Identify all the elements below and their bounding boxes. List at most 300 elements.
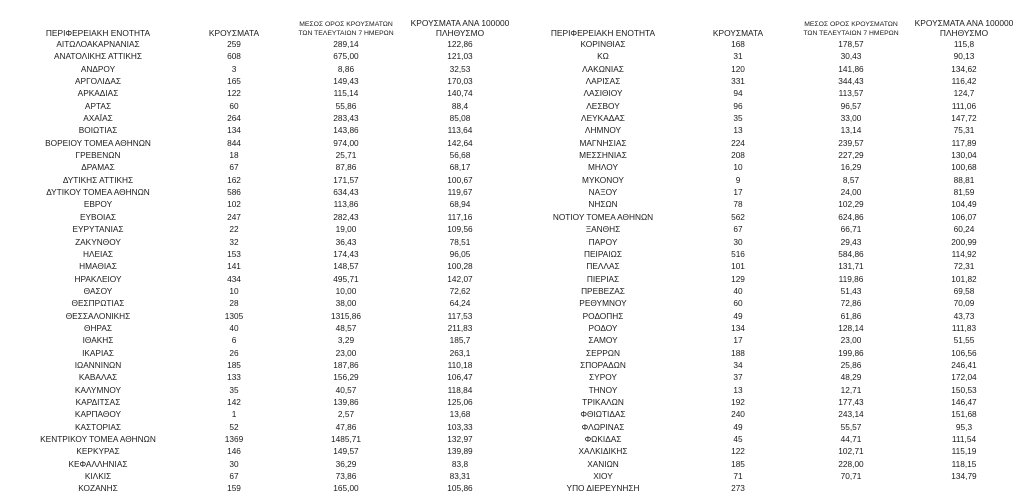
per-100k-cell: 110,18 xyxy=(447,359,473,370)
region-cell: ΔΥΤΙΚΟΥ ΤΟΜΕΑ ΑΘΗΝΩΝ xyxy=(46,187,150,198)
cases-cell: 9 xyxy=(735,174,741,185)
avg-cell: 72,86 xyxy=(840,298,862,309)
table-row xyxy=(518,174,1014,186)
per-100k-cell: 116,42 xyxy=(951,76,977,87)
table-row xyxy=(518,297,1014,309)
cases-cell: 264 xyxy=(227,113,241,124)
region-cell: ΛΑΣΙΘΙΟΥ xyxy=(583,88,623,99)
table-row xyxy=(518,75,1014,87)
per-100k-cell: 95,3 xyxy=(955,421,973,432)
table-row xyxy=(518,285,1014,297)
avg-cell: 8,57 xyxy=(842,174,860,185)
region-cell: ΝΑΞΟΥ xyxy=(588,187,618,198)
per-100k-cell: 78,51 xyxy=(449,236,471,247)
per-100k-cell: 130,04 xyxy=(951,150,977,161)
table-row xyxy=(10,75,510,87)
cases-cell: 562 xyxy=(731,211,745,222)
cases-cell: 162 xyxy=(227,174,241,185)
table-row xyxy=(10,433,510,445)
region-cell: ΑΝΔΡΟΥ xyxy=(80,63,116,74)
cases-cell: 188 xyxy=(731,347,745,358)
cases-cell: 60 xyxy=(229,100,239,111)
table-row xyxy=(518,211,1014,223)
region-cell: ΘΕΣΠΡΩΤΙΑΣ xyxy=(71,298,125,309)
table-row xyxy=(10,445,510,457)
per-100k-cell: 43,73 xyxy=(953,310,975,321)
cases-cell: 30 xyxy=(229,458,239,469)
table-row xyxy=(10,421,510,433)
region-cell: ΒΟΙΩΤΙΑΣ xyxy=(78,125,118,136)
table-row xyxy=(10,38,510,50)
avg-cell: 675,00 xyxy=(333,51,359,62)
region-cell: ΚΟΡΙΝΘΙΑΣ xyxy=(580,39,626,49)
table-row xyxy=(10,310,510,322)
avg-cell: 70,71 xyxy=(840,471,862,482)
cases-cell: 165 xyxy=(227,76,241,87)
cases-cell: 134 xyxy=(227,125,241,136)
table-row xyxy=(518,248,1014,260)
region-header: ΠΕΡΙΦΕΡΕΙΑΚΗ ΕΝΟΤΗΤΑ xyxy=(45,28,151,38)
region-cell: ΚΙΛΚΙΣ xyxy=(84,471,112,482)
region-cell: ΗΡΑΚΛΕΙΟΥ xyxy=(74,273,122,284)
left-table-body xyxy=(10,38,510,495)
cases-cell: 35 xyxy=(733,113,743,124)
avg-cell: 119,86 xyxy=(838,273,864,284)
cases-cell: 159 xyxy=(227,483,241,494)
region-cell: ΕΥΡΥΤΑΝΙΑΣ xyxy=(72,224,124,235)
per-100k-cell: 106,47 xyxy=(447,372,473,383)
cases-cell: 129 xyxy=(731,273,745,284)
table-row xyxy=(10,273,510,285)
cases-cell: 153 xyxy=(227,248,241,259)
avg-cell: 178,57 xyxy=(838,39,864,49)
per-100k-cell: 105,86 xyxy=(447,483,473,494)
avg-cell: 12,71 xyxy=(840,384,862,395)
table-row xyxy=(518,408,1014,420)
region-cell: ΠΕΙΡΑΙΩΣ xyxy=(584,248,622,259)
per-100k-cell: 72,62 xyxy=(449,285,471,296)
cases-cell: 10 xyxy=(733,162,743,173)
region-cell: ΚΩ xyxy=(597,51,609,62)
per-100k-cell: 85,08 xyxy=(449,113,471,124)
avg-cell: 8,86 xyxy=(337,63,355,74)
table-row xyxy=(518,260,1014,272)
region-cell: ΣΕΡΡΩΝ xyxy=(586,347,620,358)
per-100k-cell: 106,07 xyxy=(951,211,977,222)
table-row xyxy=(10,371,510,383)
table-row xyxy=(518,470,1014,482)
table-row xyxy=(10,149,510,161)
region-cell: ΡΕΘΥΜΝΟΥ xyxy=(579,298,627,309)
per-100k-cell: 151,68 xyxy=(951,409,977,420)
per-100k-cell: 111,06 xyxy=(951,100,977,111)
right-table-body xyxy=(518,38,1014,495)
region-cell: ΚΑΣΤΟΡΙΑΣ xyxy=(74,421,122,432)
avg-cell: 139,86 xyxy=(333,396,359,407)
region-cell: ΑΙΤΩΛΟΑΚΑΡΝΑΝΙΑΣ xyxy=(56,39,140,49)
avg-cell: 23,00 xyxy=(840,335,862,346)
per-100k-cell: 140,74 xyxy=(447,88,473,99)
table-row xyxy=(10,137,510,149)
cases-cell: 3 xyxy=(231,63,237,74)
avg-cell xyxy=(788,482,914,494)
table-row xyxy=(518,310,1014,322)
per-100k-cell: 75,31 xyxy=(953,125,975,136)
table-row xyxy=(10,482,510,494)
cases-cell: 10 xyxy=(229,285,239,296)
table-row xyxy=(10,334,510,346)
per-100k-cell: 147,72 xyxy=(951,113,977,124)
avg-cell: 44,71 xyxy=(840,434,862,444)
region-cell: ΘΑΣΟΥ xyxy=(83,285,113,296)
region-cell: ΕΥΒΟΙΑΣ xyxy=(79,211,117,222)
cases-cell: 224 xyxy=(731,137,745,148)
avg-cell: 10,00 xyxy=(335,285,357,296)
cases-cell: 67 xyxy=(229,162,239,173)
table-row xyxy=(10,124,510,136)
cases-cell: 6 xyxy=(231,335,237,346)
per-100k-cell: 90,13 xyxy=(953,51,975,62)
cases-cell: 586 xyxy=(227,187,241,198)
table-row xyxy=(10,260,510,272)
cases-cell: 34 xyxy=(733,359,743,370)
avg-cell: 113,86 xyxy=(333,199,359,210)
avg-cell: 36,29 xyxy=(335,458,357,469)
region-cell: ΘΗΡΑΣ xyxy=(83,322,113,333)
avg-cell: 584,86 xyxy=(838,248,864,259)
region-cell: ΑΡΤΑΣ xyxy=(84,100,112,111)
region-cell: ΞΑΝΘΗΣ xyxy=(585,224,621,235)
region-cell: ΧΑΛΚΙΔΙΚΗΣ xyxy=(578,446,628,457)
per-100k-cell: 211,83 xyxy=(447,322,473,333)
table-row xyxy=(10,198,510,210)
region-cell: ΥΠΟ ΔΙΕΡΕΥΝΗΣΗ xyxy=(566,483,640,494)
cases-cell: 208 xyxy=(731,150,745,161)
per-100k-cell: 101,82 xyxy=(951,273,977,284)
per-100k-cell: 32,53 xyxy=(449,63,471,74)
cases-cell: 608 xyxy=(227,51,241,62)
cases-cell: 94 xyxy=(733,88,743,99)
avg-cell: 115,14 xyxy=(333,88,359,99)
avg-cell: 38,00 xyxy=(335,298,357,309)
per-100k-header: ΚΡΟΥΣΜΑΤΑ ΑΝΑ 100000 ΠΛΗΘΥΣΜΟ xyxy=(410,18,510,38)
per-100k-cell: 146,47 xyxy=(951,396,977,407)
table-row xyxy=(518,137,1014,149)
cases-cell: 142 xyxy=(227,396,241,407)
cases-cell: 28 xyxy=(229,298,239,309)
per-100k-cell: 118,84 xyxy=(447,384,473,395)
cases-cell: 32 xyxy=(229,236,239,247)
avg-cell: 165,00 xyxy=(333,483,359,494)
region-cell: ΠΡΕΒΕΖΑΣ xyxy=(581,285,625,296)
per-100k-cell xyxy=(914,482,1014,494)
cases-cell: 146 xyxy=(227,446,241,457)
table-row xyxy=(518,63,1014,75)
table-row xyxy=(518,124,1014,136)
table-row xyxy=(518,396,1014,408)
per-100k-cell: 68,94 xyxy=(449,199,471,210)
per-100k-cell: 125,06 xyxy=(447,396,473,407)
avg-cell: 128,14 xyxy=(838,322,864,333)
per-100k-cell: 56,68 xyxy=(449,150,471,161)
avg-cell: 30,43 xyxy=(840,51,862,62)
cases-cell: 247 xyxy=(227,211,241,222)
table-row xyxy=(10,297,510,309)
avg-cell: 344,43 xyxy=(838,76,864,87)
per-100k-cell: 117,16 xyxy=(447,211,473,222)
region-cell: ΡΟΔΟΥ xyxy=(588,322,618,333)
avg-cell: 96,57 xyxy=(840,100,862,111)
avg-cell: 199,86 xyxy=(838,347,864,358)
per-100k-cell: 104,49 xyxy=(951,199,977,210)
per-100k-cell: 100,28 xyxy=(447,261,473,272)
region-cell: ΚΑΡΠΑΘΟΥ xyxy=(74,409,122,420)
cases-cell: 40 xyxy=(229,322,239,333)
per-100k-cell: 263,1 xyxy=(449,347,471,358)
left-cases-table xyxy=(10,14,510,495)
table-row xyxy=(518,334,1014,346)
avg-cell: 141,86 xyxy=(838,63,864,74)
table-row xyxy=(518,149,1014,161)
cases-cell: 49 xyxy=(733,421,743,432)
cases-cell: 434 xyxy=(227,273,241,284)
avg-cell: 66,71 xyxy=(840,224,862,235)
region-cell: ΡΟΔΟΠΗΣ xyxy=(582,310,624,321)
table-row xyxy=(518,38,1014,50)
avg-cell: 25,86 xyxy=(840,359,862,370)
cases-cell: 35 xyxy=(229,384,239,395)
per-100k-cell: 142,64 xyxy=(447,137,473,148)
region-cell: ΚΑΒΑΛΑΣ xyxy=(78,372,118,383)
region-cell: ΑΡΚΑΔΙΑΣ xyxy=(77,88,119,99)
per-100k-cell: 83,8 xyxy=(451,458,469,469)
header-row xyxy=(518,14,1014,38)
per-100k-cell: 111,54 xyxy=(951,434,977,444)
region-cell: ΜΗΛΟΥ xyxy=(588,162,618,173)
region-cell: ΚΕΡΚΥΡΑΣ xyxy=(76,446,120,457)
right-cases-table xyxy=(518,14,1014,495)
avg-cell: 228,00 xyxy=(838,458,864,469)
region-cell: ΦΩΚΙΔΑΣ xyxy=(584,434,622,444)
avg-cell: 227,29 xyxy=(838,150,864,161)
region-cell: ΓΡΕΒΕΝΩΝ xyxy=(75,150,121,161)
cases-cell: 185 xyxy=(227,359,241,370)
region-cell: ΙΚΑΡΙΑΣ xyxy=(82,347,114,358)
table-row xyxy=(518,482,1014,494)
per-100k-cell: 134,62 xyxy=(951,63,977,74)
avg-cell: 187,86 xyxy=(333,359,359,370)
cases-cell: 134 xyxy=(731,322,745,333)
avg-cell: 149,43 xyxy=(333,76,359,87)
table-row xyxy=(10,458,510,470)
avg-cell: 55,57 xyxy=(840,421,862,432)
table-row xyxy=(518,87,1014,99)
avg-cell: 1485,71 xyxy=(331,434,361,444)
table-row xyxy=(10,87,510,99)
per-100k-cell: 114,92 xyxy=(951,248,977,259)
table-row xyxy=(518,347,1014,359)
avg-7day-header: ΜΕΣΟΣ ΟΡΟΣ ΚΡΟΥΣΜΑΤΩΝ ΤΩΝ ΤΕΛΕΥΤΑΙΩΝ 7 ΗΜΕΡΩΝ xyxy=(803,21,899,37)
avg-cell: 289,14 xyxy=(333,39,359,49)
avg-cell: 634,43 xyxy=(333,187,359,198)
per-100k-cell: 96,05 xyxy=(449,248,471,259)
region-cell: ΛΗΜΝΟΥ xyxy=(584,125,622,136)
region-cell: ΠΕΛΛΑΣ xyxy=(586,261,620,272)
per-100k-cell: 113,64 xyxy=(447,125,473,136)
per-100k-cell: 109,56 xyxy=(447,224,473,235)
per-100k-cell: 139,89 xyxy=(447,446,473,457)
table-row xyxy=(518,223,1014,235)
region-cell: ΗΛΕΙΑΣ xyxy=(82,248,114,259)
table-row xyxy=(10,347,510,359)
per-100k-cell: 88,81 xyxy=(953,174,975,185)
avg-cell: 148,57 xyxy=(333,261,359,272)
avg-cell: 73,86 xyxy=(335,471,357,482)
table-row xyxy=(10,223,510,235)
table-row xyxy=(518,100,1014,112)
cases-cell: 101 xyxy=(731,261,745,272)
cases-cell: 1 xyxy=(231,409,237,420)
table-row xyxy=(518,384,1014,396)
table-row xyxy=(518,458,1014,470)
per-100k-cell: 103,33 xyxy=(447,421,473,432)
cases-cell: 13 xyxy=(733,384,743,395)
region-cell: ΙΩΑΝΝΙΝΩΝ xyxy=(74,359,122,370)
avg-cell: 282,43 xyxy=(333,211,359,222)
cases-cell: 71 xyxy=(733,471,743,482)
region-cell: ΑΧΑΪΑΣ xyxy=(83,113,113,124)
cases-cell: 141 xyxy=(227,261,241,272)
avg-cell: 87,86 xyxy=(335,162,357,173)
table-row xyxy=(10,186,510,198)
table-row xyxy=(10,248,510,260)
cases-cell: 49 xyxy=(733,310,743,321)
per-100k-cell: 117,89 xyxy=(951,137,977,148)
region-cell: ΚΑΛΥΜΝΟΥ xyxy=(74,384,122,395)
per-100k-cell: 200,99 xyxy=(951,236,977,247)
table-row xyxy=(10,322,510,334)
region-cell: ΑΝΑΤΟΛΙΚΗΣ ΑΤΤΙΚΗΣ xyxy=(53,51,143,62)
table-row xyxy=(518,112,1014,124)
region-cell: ΕΒΡΟΥ xyxy=(83,199,113,210)
avg-cell: 24,00 xyxy=(840,187,862,198)
table-row xyxy=(10,50,510,62)
per-100k-cell: 121,03 xyxy=(447,51,473,62)
cases-cell: 26 xyxy=(229,347,239,358)
per-100k-cell: 88,4 xyxy=(451,100,469,111)
avg-cell: 624,86 xyxy=(838,211,864,222)
per-100k-cell: 115,19 xyxy=(951,446,977,457)
region-cell: ΛΑΡΙΣΑΣ xyxy=(585,76,621,87)
cases-cell: 168 xyxy=(731,39,745,49)
region-cell: ΚΕΦΑΛΛΗΝΙΑΣ xyxy=(68,458,128,469)
region-cell: ΗΜΑΘΙΑΣ xyxy=(79,261,117,272)
table-row xyxy=(10,112,510,124)
per-100k-cell: 69,58 xyxy=(953,285,975,296)
per-100k-cell: 64,24 xyxy=(449,298,471,309)
per-100k-cell: 132,97 xyxy=(447,434,473,444)
per-100k-cell: 119,67 xyxy=(447,187,473,198)
region-cell: ΔΡΑΜΑΣ xyxy=(81,162,115,173)
avg-cell: 156,29 xyxy=(333,372,359,383)
cases-cell: 102 xyxy=(227,199,241,210)
table-row xyxy=(518,50,1014,62)
per-100k-cell: 185,7 xyxy=(449,335,471,346)
avg-cell: 55,86 xyxy=(335,100,357,111)
region-cell: ΛΑΚΩΝΙΑΣ xyxy=(582,63,624,74)
cases-cell: 22 xyxy=(229,224,239,235)
cases-cell: 67 xyxy=(733,224,743,235)
region-cell: ΧΑΝΙΩΝ xyxy=(587,458,619,469)
avg-cell: 143,86 xyxy=(333,125,359,136)
region-cell: ΛΕΥΚΑΔΑΣ xyxy=(581,113,625,124)
table-row xyxy=(518,273,1014,285)
table-row xyxy=(10,408,510,420)
per-100k-cell: 51,55 xyxy=(953,335,975,346)
avg-cell: 1315,86 xyxy=(331,310,361,321)
per-100k-cell: 172,04 xyxy=(951,372,977,383)
table-row xyxy=(10,236,510,248)
per-100k-cell: 83,31 xyxy=(449,471,471,482)
table-row xyxy=(10,470,510,482)
avg-cell: 102,29 xyxy=(838,199,864,210)
cases-header: ΚΡΟΥΣΜΑΤΑ xyxy=(712,28,764,38)
region-cell: ΜΕΣΣΗΝΙΑΣ xyxy=(579,150,627,161)
table-row xyxy=(10,161,510,173)
avg-cell: 13,14 xyxy=(840,125,862,136)
region-cell: ΣΥΡΟΥ xyxy=(589,372,617,383)
per-100k-cell: 170,03 xyxy=(447,76,473,87)
table-row xyxy=(518,161,1014,173)
avg-cell: 48,29 xyxy=(840,372,862,383)
region-cell: ΖΑΚΥΝΘΟΥ xyxy=(75,236,121,247)
region-cell: ΜΥΚΟΝΟΥ xyxy=(582,174,624,185)
table-row xyxy=(10,211,510,223)
avg-cell: 33,00 xyxy=(840,113,862,124)
per-100k-cell: 81,59 xyxy=(953,187,975,198)
table-row xyxy=(10,285,510,297)
table-row xyxy=(518,433,1014,445)
per-100k-header: ΚΡΟΥΣΜΑΤΑ ΑΝΑ 100000 ΠΛΗΘΥΣΜΟ xyxy=(914,18,1014,38)
region-cell: ΑΡΓΟΛΙΔΑΣ xyxy=(75,76,121,87)
cases-cell: 122 xyxy=(227,88,241,99)
avg-cell: 974,00 xyxy=(333,137,359,148)
table-row xyxy=(518,198,1014,210)
cases-cell: 45 xyxy=(733,434,743,444)
avg-cell: 29,43 xyxy=(840,236,862,247)
per-100k-cell: 150,53 xyxy=(951,384,977,395)
cases-cell: 331 xyxy=(731,76,745,87)
cases-cell: 1369 xyxy=(224,434,244,444)
avg-cell: 177,43 xyxy=(838,396,864,407)
table-row xyxy=(518,236,1014,248)
avg-cell: 48,57 xyxy=(335,322,357,333)
avg-cell: 102,71 xyxy=(838,446,864,457)
region-cell: ΚΑΡΔΙΤΣΑΣ xyxy=(75,396,121,407)
region-cell: ΦΘΙΩΤΙΔΑΣ xyxy=(580,409,626,420)
per-100k-cell: 60,24 xyxy=(953,224,975,235)
table-row xyxy=(10,359,510,371)
per-100k-cell: 13,68 xyxy=(449,409,471,420)
avg-cell: 283,43 xyxy=(333,113,359,124)
table-row xyxy=(10,396,510,408)
region-cell: ΠΑΡΟΥ xyxy=(588,236,618,247)
per-100k-cell: 117,53 xyxy=(447,310,473,321)
avg-7day-header: ΜΕΣΟΣ ΟΡΟΣ ΚΡΟΥΣΜΑΤΩΝ ΤΩΝ ΤΕΛΕΥΤΑΙΩΝ 7 ΗΜΕΡΩΝ xyxy=(298,21,394,37)
cases-cell: 516 xyxy=(731,248,745,259)
cases-cell: 13 xyxy=(733,125,743,136)
region-cell: ΚΕΝΤΡΙΚΟΥ ΤΟΜΕΑ ΑΘΗΝΩΝ xyxy=(40,434,156,444)
